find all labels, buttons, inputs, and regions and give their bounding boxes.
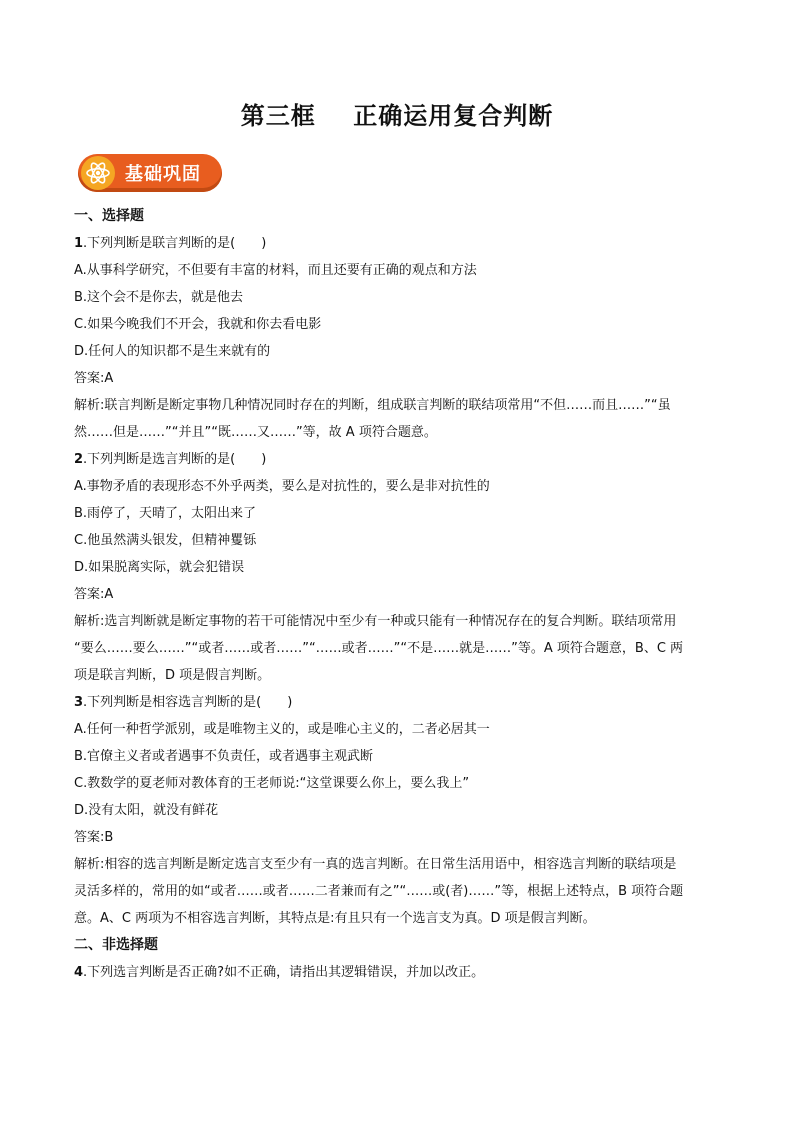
question-number: 4	[74, 965, 84, 980]
option-d: D.没有太阳，就没有鲜花	[74, 803, 219, 818]
explanation-line: 意。A、C 两项为不相容选言判断，其特点是:有且只有一个选言支为真。D 项是假言判断。	[74, 911, 596, 926]
question-text: .下列判断是相容选言判断的是( )	[83, 695, 293, 710]
question-number: 2	[74, 452, 84, 467]
option-d: D.如果脱离实际，就会犯错误	[74, 560, 245, 575]
option-c: C.如果今晚我们不开会，我就和你去看电影	[74, 317, 322, 332]
option-b: B.雨停了，天晴了，太阳出来了	[74, 506, 257, 521]
page-title: 第三框 正确运用复合判断	[240, 101, 554, 130]
question-number: 3	[74, 695, 84, 710]
section-heading-nonchoice: 二、非选择题	[74, 937, 158, 953]
question-4-stem	[74, 959, 724, 986]
question-text: .下列判断是联言判断的是( )	[83, 236, 267, 251]
option-c: C.他虽然满头银发，但精神矍铄	[74, 533, 257, 548]
answer: 答案:B	[74, 830, 114, 845]
option-a: A.任何一种哲学派别，或是唯物主义的，或是唯心主义的，二者必居其一	[74, 722, 490, 737]
option-c: C.教数学的夏老师对教体育的王老师说:“这堂课要么你上，要么我上”	[74, 776, 470, 791]
option-b: B.官僚主义者或者遇事不负责任，或者遇事主观武断	[74, 749, 374, 764]
explanation-line: 项是联言判断，D 项是假言判断。	[74, 668, 271, 683]
answer: 答案:A	[74, 587, 114, 602]
explanation-line: 灵活多样的，常用的如“或者……或者……二者兼而有之”“……或(者)……”等，根据上述特点，B 项符合题	[74, 884, 684, 899]
question-3-stem	[74, 689, 724, 716]
section-badge	[78, 154, 222, 192]
atom-icon	[81, 156, 115, 190]
explanation-line: 解析:相容的选言判断是断定选言支至少有一真的选言判断。在日常生活用语中，相容选言判断的联结项是	[74, 857, 677, 872]
option-a: A.从事科学研究，不但要有丰富的材料，而且还要有正确的观点和方法	[74, 263, 477, 278]
explanation-line: 解析:联言判断是断定事物几种情况同时存在的判断，组成联言判断的联结项常用“不但……而且……”“虽	[74, 398, 671, 413]
question-text: .下列选言判断是否正确?如不正确，请指出其逻辑错误，并加以改正。	[83, 965, 485, 980]
explanation-line: 解析:选言判断就是断定事物的若干可能情况中至少有一种或只能有一种情况存在的复合判断。联结项常用	[74, 614, 677, 629]
option-d: D.任何人的知识都不是生来就有的	[74, 344, 271, 359]
content-body	[74, 203, 724, 986]
explanation-line: 然……但是……”“并且”“既……又……”等，故 A 项符合题意。	[74, 425, 437, 440]
question-2-stem	[74, 446, 724, 473]
badge-label: 基础巩固	[125, 164, 201, 185]
question-text: .下列判断是选言判断的是( )	[83, 452, 267, 467]
question-number: 1	[74, 236, 84, 251]
option-a: A.事物矛盾的表现形态不外乎两类，要么是对抗性的，要么是非对抗性的	[74, 479, 490, 494]
explanation-line: “要么……要么……”“或者……或者……”“……或者……”“不是……就是……”等。A 项符合题意，B、C 两	[74, 641, 684, 656]
option-b: B.这个会不是你去，就是他去	[74, 290, 244, 305]
question-1-stem	[74, 230, 724, 257]
answer: 答案:A	[74, 371, 114, 386]
section-heading-choice: 一、选择题	[74, 208, 144, 224]
